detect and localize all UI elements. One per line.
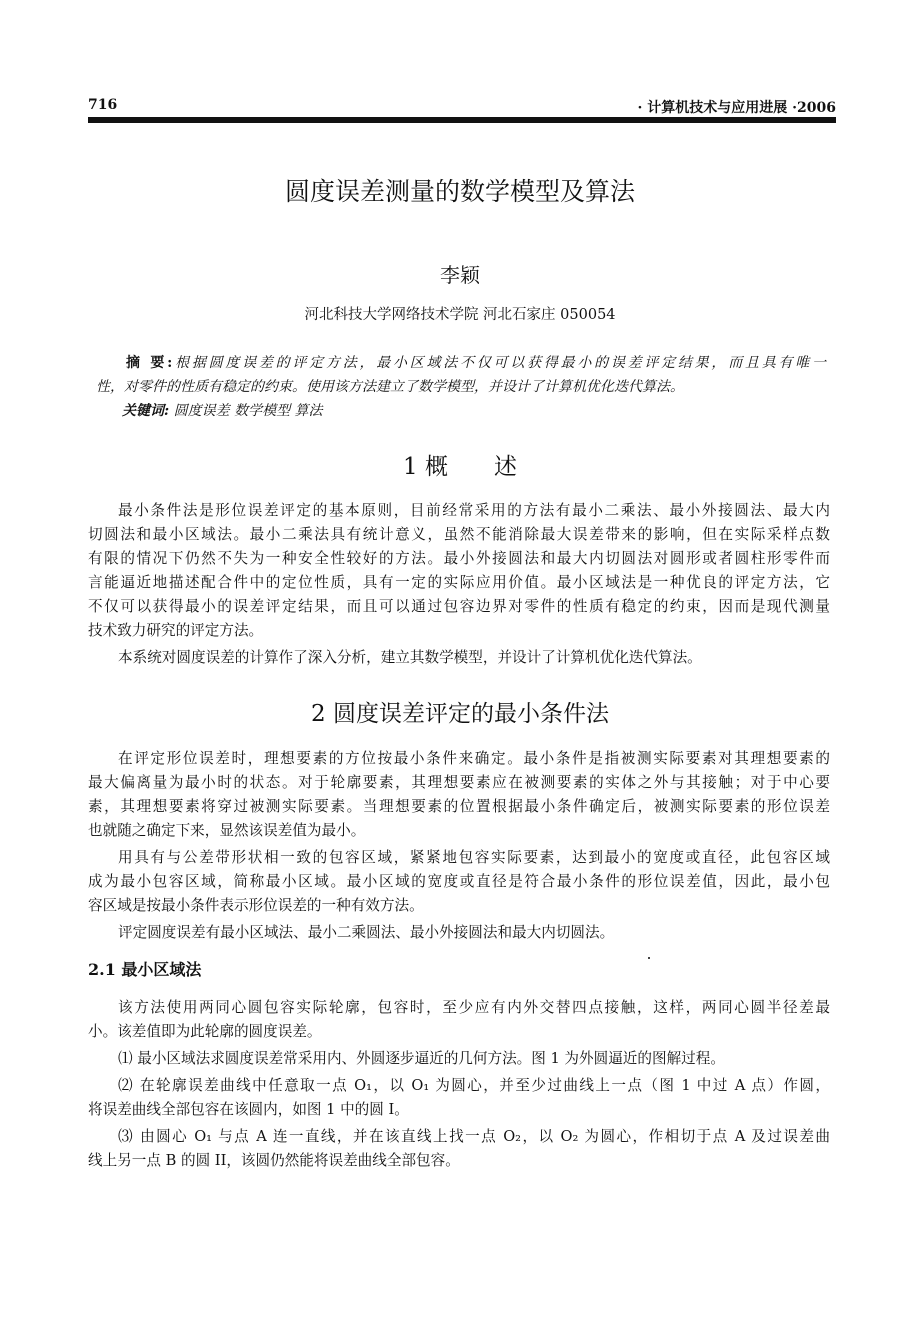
text-line: 线上另一点 B 的圆 II，该圆仍然能将误差曲线全部包容。 — [88, 1152, 460, 1169]
abstract — [96, 352, 826, 399]
section-2-1-body — [88, 996, 830, 1173]
section-2-heading: 2 圆度误差评定的最小条件法 — [311, 701, 609, 727]
text-line: 也就随之确定下来，显然该误差值为最小。 — [88, 822, 366, 839]
section-1-body — [88, 499, 830, 670]
text-line: 用具有与公差带形状相一致的包容区域，紧紧地包容实际要素，达到最小的宽度或直径，此包容区域 — [118, 849, 830, 866]
paragraph — [88, 1074, 830, 1122]
page-number: 716 — [88, 97, 118, 113]
keywords — [122, 400, 323, 420]
text-line: 有限的情况下仍然不失为一种安全性较好的方法。最小外接圆法和最大内切圆法对圆形或者圆柱形零件而 — [88, 550, 830, 567]
paragraph — [88, 921, 830, 945]
text-line: 评定圆度误差有最小区域法、最小二乘圆法、最小外接圆法和最大内切圆法。 — [118, 924, 615, 941]
text-line: ⑴ 最小区域法求圆度误差常采用内、外圆逐步逼近的几何方法。图 1 为外圆逼近的图解过程。 — [118, 1050, 725, 1067]
text-line: 将误差曲线全部包容在该圆内，如图 1 中的圆 I。 — [88, 1101, 409, 1118]
author: 李颖 — [440, 263, 480, 287]
text-line: 该方法使用两同心圆包容实际轮廓，包容时，至少应有内外交替四点接触，这样，两同心圆半径差最 — [118, 999, 830, 1016]
paper-title: 圆度误差测量的数学模型及算法 — [284, 177, 635, 206]
keywords-label: 关键词: — [122, 403, 170, 419]
section-2-1-heading: 2.1 最小区域法 — [88, 960, 202, 979]
text-line: 在评定形位误差时，理想要素的方位按最小条件来确定。最小条件是指被测实际要素对其理想要素的 — [118, 750, 830, 767]
text-line: 素，其理想要素将穿过被测实际要素。当理想要素的位置根据最小条件确定后，被测实际要素的形位误差 — [88, 798, 830, 815]
text-line: 小。该差值即为此轮廓的圆度误差。 — [88, 1023, 322, 1040]
text-line: 本系统对圆度误差的计算作了深入分析，建立其数学模型，并设计了计算机优化迭代算法。 — [118, 649, 702, 666]
text-line: 最小条件法是形位误差评定的基本原则，目前经常采用的方法有最小二乘法、最小外接圆法、最大内 — [118, 502, 830, 519]
abstract-label: 摘 要: — [126, 355, 173, 371]
section-1-heading: 1 概 述 — [403, 454, 517, 480]
affiliation: 河北科技大学网络技术学院 河北石家庄 050054 — [304, 307, 616, 323]
paragraph — [88, 499, 830, 643]
text-line: 成为最小包容区域，简称最小区域。最小区域的宽度或直径是符合最小条件的形位误差值，因此，最小包 — [88, 873, 830, 890]
text-line: 不仅可以获得最小的误差评定结果，而且可以通过包容边界对零件的性质有稳定的约束，因而是现代测量 — [88, 598, 830, 615]
keywords-text: 圆度误差 数学模型 算法 — [173, 403, 323, 419]
paragraph — [88, 1047, 830, 1071]
text-line: 最大偏离量为最小时的状态。对于轮廓要素，其理想要素应在被测要素的实体之外与其接触；对于中心要 — [88, 774, 830, 791]
text-line: ⑵ 在轮廓误差曲线中任意取一点 O₁，以 O₁ 为圆心，并至少过曲线上一点（图 1 中过 A 点）作圆， — [118, 1077, 830, 1094]
section-2-body — [88, 747, 830, 945]
abstract-line: 性，对零件的性质有稳定的约束。使用该方法建立了数学模型，并设计了计算机优化迭代算法。 — [96, 378, 684, 395]
text-line: ⑶ 由圆心 O₁ 与点 A 连一直线，并在该直线上找一点 O₂，以 O₂ 为圆心，作相切于点 A 及过误差曲 — [118, 1128, 830, 1145]
text-line: 言能逼近地描述配合件中的定位性质，具有一定的实际应用价值。最小区域法是一种优良的评定方法，它 — [88, 574, 830, 591]
header-rule — [88, 117, 836, 123]
text-line: 容区域是按最小条件表示形位误差的一种有效方法。 — [88, 897, 424, 914]
paragraph — [88, 846, 830, 918]
text-line: 技术致力研究的评定方法。 — [88, 622, 264, 639]
scan-speck — [648, 957, 650, 959]
paragraph — [88, 747, 830, 843]
journal-header: · 计算机技术与应用进展 ·2006 — [637, 100, 836, 116]
abstract-line: 摘 要:根据圆度误差的评定方法，最小区域法不仅可以获得最小的误差评定结果，而且具有唯一 — [126, 355, 826, 371]
paragraph — [88, 646, 830, 670]
text-line: 切圆法和最小区域法。最小二乘法具有统计意义，虽然不能消除最大误差带来的影响，但在实际采样点数 — [88, 526, 830, 543]
paragraph — [88, 996, 830, 1044]
paragraph — [88, 1125, 830, 1173]
